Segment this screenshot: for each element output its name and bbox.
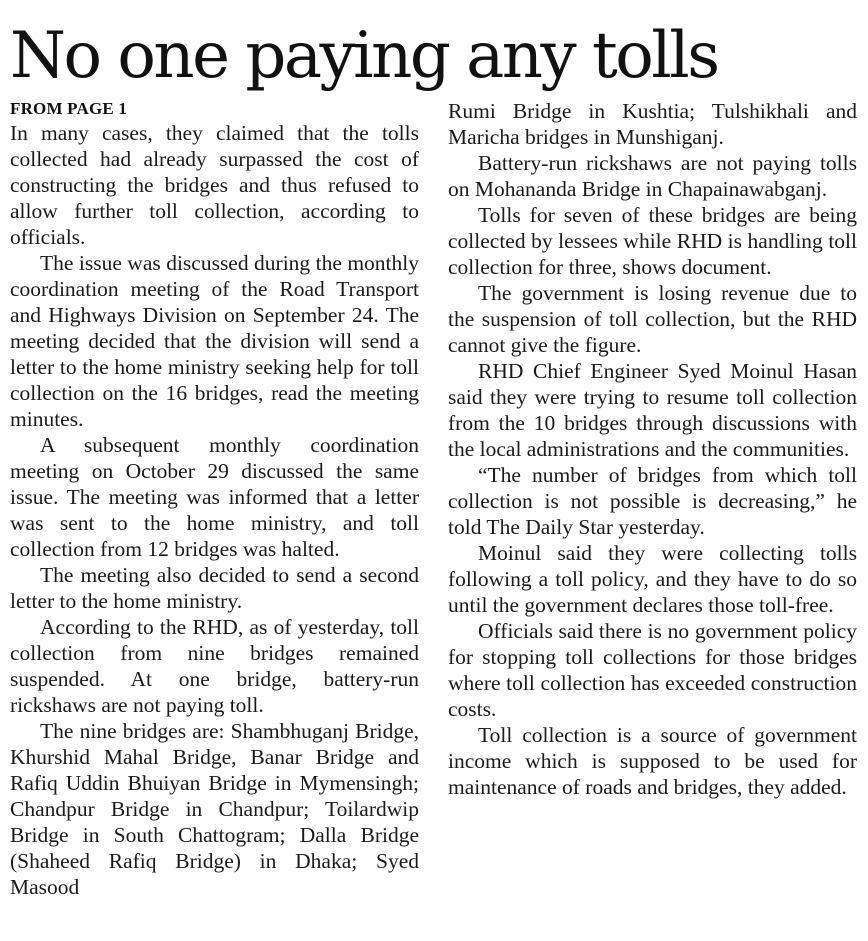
paragraph: RHD Chief Engineer Syed Moinul Hasan said they were trying to resume toll collection from the 10 bridges through discussions with the local administrations and the communities. bbox=[448, 359, 857, 461]
paragraph: According to the RHD, as of yesterday, toll collection from nine bridges remained suspended. At one bridge, battery-run rickshaws are not paying toll. bbox=[10, 615, 419, 717]
paragraph: Officials said there is no government policy for stopping toll collections for those bridges where toll collection has exceeded construction costs. bbox=[448, 619, 857, 721]
paragraph: In many cases, they claimed that the tolls collected had already surpassed the cost of constructing the bridges and thus refused to allow further toll collection, according to officials. bbox=[10, 121, 419, 249]
paragraph: The government is losing revenue due to the suspension of toll collection, but the RHD cannot give the figure. bbox=[448, 281, 857, 357]
paragraph: Moinul said they were collecting tolls following a toll policy, and they have to do so until the government declares those toll-free. bbox=[448, 541, 857, 617]
paragraph: The nine bridges are: Shambhuganj Bridge, Khurshid Mahal Bridge, Banar Bridge and Rafiq Uddin Bhuiyan Bridge in Mymensingh; Chandpur Bridge in Chandpur; Toilardwip Bridge in South Chattogram; Dalla Bridge (Shaheed Rafiq Bridge) in Dhaka; Syed Masood bbox=[10, 719, 419, 899]
paragraph: The meeting also decided to send a second letter to the home ministry. bbox=[10, 563, 419, 613]
kicker-from-page: FROM PAGE 1 bbox=[10, 99, 128, 118]
article-column-right bbox=[448, 98, 857, 800]
paragraph-quote: “The number of bridges from which toll collection is not possible is decreasing,” he told The Daily Star yesterday. bbox=[448, 463, 857, 539]
paragraph: Toll collection is a source of government income which is supposed to be used for maintenance of roads and bridges, they added. bbox=[448, 723, 857, 799]
headline: No one paying any tolls bbox=[10, 19, 718, 93]
paragraph: Tolls for seven of these bridges are being collected by lessees while RHD is handling toll collection for three, shows document. bbox=[448, 203, 857, 279]
paragraph: A subsequent monthly coordination meeting on October 29 discussed the same issue. The meeting was informed that a letter was sent to the home ministry, and toll collection from 12 bridges was halted. bbox=[10, 433, 419, 561]
paragraph: Battery-run rickshaws are not paying tolls on Mohananda Bridge in Chapainawabganj. bbox=[448, 151, 857, 201]
paragraph: The issue was discussed during the monthly coordination meeting of the Road Transport and Highways Division on September 24. The meeting decided that the division will send a letter to the home ministry seeking help for toll collection on the 16 bridges, read the meeting minutes. bbox=[10, 251, 419, 431]
article-column-left bbox=[10, 98, 419, 900]
paragraph-continued: Rumi Bridge in Kushtia; Tulshikhali and Maricha bridges in Munshiganj. bbox=[448, 99, 857, 149]
